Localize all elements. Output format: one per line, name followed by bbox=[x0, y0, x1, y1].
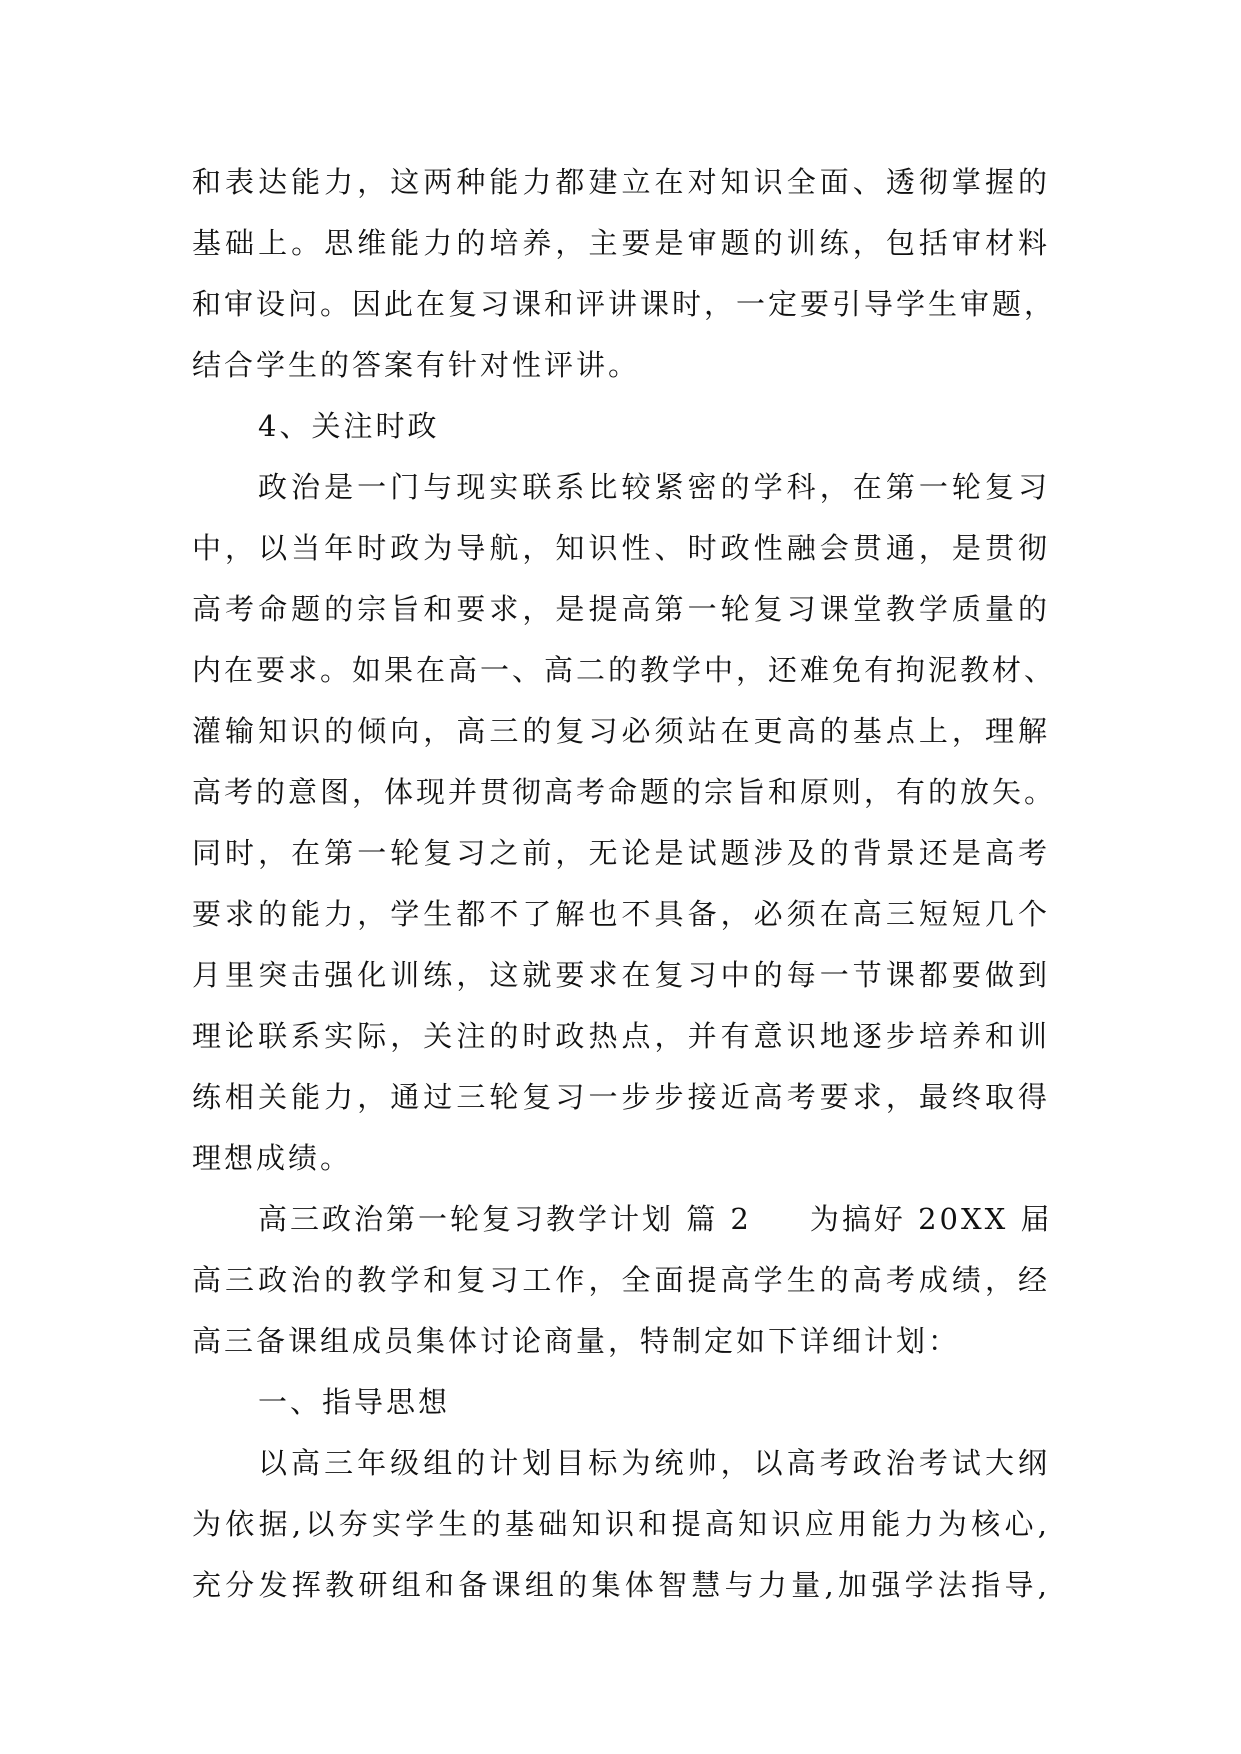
text-line: 高三备课组成员集体讨论商量，特制定如下详细计划： bbox=[192, 1324, 961, 1358]
text-line: 中，以当年时政为导航，知识性、时政性融会贯通，是贯彻 bbox=[192, 531, 1050, 565]
text-line: 以高三年级组的计划目标为统帅，以高考政治考试大纲 bbox=[258, 1446, 1050, 1480]
text-line: 充分发挥教研组和备课组的集体智慧与力量,加强学法指导, bbox=[192, 1568, 1050, 1602]
text-line: 高考命题的宗旨和要求，是提高第一轮复习课堂教学质量的 bbox=[192, 592, 1050, 626]
text-line: 理论联系实际，关注的时政热点，并有意识地逐步培养和训 bbox=[192, 1019, 1050, 1053]
text-line: 同时，在第一轮复习之前，无论是试题涉及的背景还是高考 bbox=[192, 836, 1050, 870]
text-line: 和审设问。因此在复习课和评讲课时，一定要引导学生审题， bbox=[192, 287, 1057, 321]
text-line: 高三政治的教学和复习工作，全面提高学生的高考成绩，经 bbox=[192, 1263, 1050, 1297]
text-line: 要求的能力，学生都不了解也不具备，必须在高三短短几个 bbox=[192, 897, 1050, 931]
text-line: 结合学生的答案有针对性评讲。 bbox=[192, 348, 641, 382]
text-line: 月里突击强化训练，这就要求在复习中的每一节课都要做到 bbox=[192, 958, 1050, 992]
heading-guiding-ideology: 一、指导思想 bbox=[258, 1385, 451, 1419]
subheading-current-affairs: 4、关注时政 bbox=[258, 409, 440, 443]
text-line: 理想成绩。 bbox=[192, 1141, 353, 1175]
section2-intro-start: 为搞好 20XX 届 bbox=[809, 1202, 1053, 1236]
text-line: 基础上。思维能力的培养，主要是审题的训练，包括审材料 bbox=[192, 226, 1050, 260]
text-line: 和表达能力，这两种能力都建立在对知识全面、透彻掌握的 bbox=[192, 165, 1050, 199]
section2-title-line bbox=[192, 1189, 1053, 1250]
text-line: 为依据,以夯实学生的基础知识和提高知识应用能力为核心, bbox=[192, 1507, 1050, 1541]
text-line: 灌输知识的倾向，高三的复习必须站在更高的基点上，理解 bbox=[192, 714, 1050, 748]
text-line: 练相关能力，通过三轮复习一步步接近高考要求，最终取得 bbox=[192, 1080, 1050, 1114]
document-body bbox=[192, 152, 1057, 1616]
text-line: 政治是一门与现实联系比较紧密的学科，在第一轮复习 bbox=[258, 470, 1050, 504]
section2-title: 高三政治第一轮复习教学计划 篇 2 bbox=[258, 1202, 752, 1236]
text-line: 内在要求。如果在高一、高二的教学中，还难免有拘泥教材、 bbox=[192, 653, 1057, 687]
text-line: 高考的意图，体现并贯彻高考命题的宗旨和原则，有的放矢。 bbox=[192, 775, 1057, 809]
